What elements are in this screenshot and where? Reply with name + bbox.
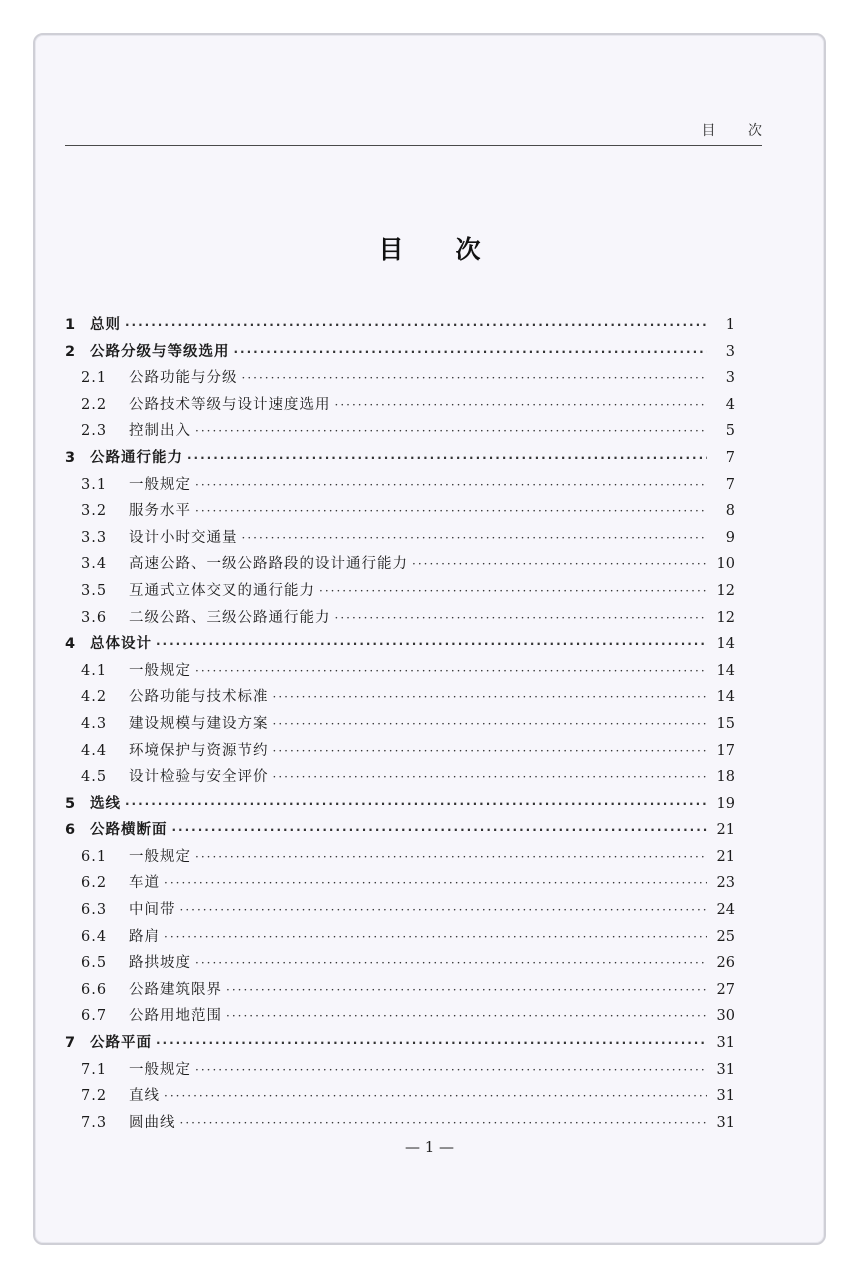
toc-section-entry[interactable]: [65, 472, 735, 499]
toc-dot-leader: [156, 631, 707, 658]
toc-section-entry[interactable]: [65, 1083, 735, 1110]
toc-dot-leader: [226, 1003, 707, 1030]
toc-section-entry[interactable]: [65, 605, 735, 632]
toc-entry-number: 4.1: [81, 662, 108, 679]
toc-entry-title: 建设规模与建设方案: [129, 715, 269, 732]
toc-entry-page: 27: [716, 981, 735, 998]
toc-dot-leader: [195, 658, 707, 685]
toc-section-entry[interactable]: [65, 1110, 735, 1137]
toc-section-entry[interactable]: [65, 525, 735, 552]
toc-dot-leader: [195, 472, 707, 499]
toc-section-entry[interactable]: [65, 738, 735, 765]
toc-entry-number: 6.6: [81, 981, 108, 998]
toc-entry-page: 23: [716, 875, 735, 892]
toc-entry-title: 服务水平: [129, 503, 191, 520]
toc-entry-page: 1: [725, 317, 735, 333]
toc-section-entry[interactable]: [65, 764, 735, 791]
toc-entry-number: 3.3: [81, 529, 108, 546]
toc-entry-title: 直线: [129, 1088, 160, 1105]
toc-entry-title: 选线: [90, 795, 121, 812]
toc-entry-title: 公路功能与技术标准: [129, 689, 269, 706]
toc-entry-number: 3.2: [81, 503, 108, 520]
toc-entry-title: 总则: [90, 317, 121, 333]
toc-dot-leader: [164, 870, 707, 897]
toc-chapter-entry[interactable]: [65, 339, 735, 366]
toc-entry-title: 设计小时交通量: [129, 529, 238, 546]
toc-entry-number: 6.1: [81, 848, 108, 865]
toc-entry-number: 5: [65, 795, 76, 812]
toc-dot-leader: [412, 551, 707, 578]
toc-entry-page: 26: [716, 955, 735, 972]
toc-entry-title: 公路分级与等级选用: [90, 343, 230, 360]
toc-entry-page: 21: [716, 848, 735, 865]
toc-dot-leader: [226, 977, 707, 1004]
toc-entry-page: 7: [725, 449, 735, 466]
toc-dot-leader: [180, 1110, 708, 1137]
header-title: 目 次: [701, 123, 776, 139]
toc-entry-title: 一般规定: [129, 662, 191, 679]
toc-dot-leader: [234, 339, 708, 366]
toc-entry-page: 30: [716, 1008, 735, 1025]
toc-entry-title: 设计检验与安全评价: [129, 769, 269, 786]
toc-dot-leader: [242, 525, 708, 552]
toc-entry-number: 4.4: [81, 742, 108, 759]
toc-section-entry[interactable]: [65, 1057, 735, 1084]
toc-entry-title: 公路功能与分级: [129, 370, 238, 387]
toc-entry-title: 控制出入: [129, 423, 191, 440]
toc-entry-number: 3.6: [81, 609, 108, 626]
toc-entry-number: 4: [65, 636, 76, 653]
toc-chapter-entry[interactable]: [65, 817, 735, 844]
toc-section-entry[interactable]: [65, 924, 735, 951]
toc-entry-number: 2: [65, 343, 76, 360]
toc-section-entry[interactable]: [65, 684, 735, 711]
toc-entry-title: 圆曲线: [129, 1114, 176, 1131]
toc-entry-page: 10: [716, 556, 735, 573]
toc-dot-leader: [195, 498, 707, 525]
toc-entry-number: 2.1: [81, 370, 108, 387]
toc-chapter-entry[interactable]: [65, 631, 735, 658]
toc-entry-page: 19: [716, 795, 735, 812]
toc-entry-number: 1: [65, 317, 76, 333]
toc-dot-leader: [125, 312, 707, 339]
toc-entry-number: 7: [65, 1035, 76, 1052]
toc-entry-title: 中间带: [129, 902, 176, 919]
toc-entry-title: 互通式立体交叉的通行能力: [129, 582, 315, 599]
toc-entry-title: 公路建筑限界: [129, 981, 222, 998]
toc-section-entry[interactable]: [65, 551, 735, 578]
toc-entry-page: 18: [716, 769, 735, 786]
toc-entry-number: 6: [65, 822, 76, 839]
toc-entry-title: 总体设计: [90, 636, 152, 653]
toc-dot-leader: [242, 365, 708, 392]
toc-entry-number: 4.5: [81, 769, 108, 786]
toc-entry-title: 环境保护与资源节约: [129, 742, 269, 759]
toc-chapter-entry[interactable]: [65, 312, 735, 339]
toc-section-entry[interactable]: [65, 950, 735, 977]
toc-dot-leader: [172, 817, 708, 844]
toc-section-entry[interactable]: [65, 1003, 735, 1030]
page-number: — 1 —: [404, 1138, 455, 1156]
toc-entry-title: 路肩: [129, 928, 160, 945]
toc-entry-title: 高速公路、一级公路路段的设计通行能力: [129, 556, 408, 573]
toc-entry-number: 7.1: [81, 1061, 108, 1078]
toc-dot-leader: [195, 1057, 707, 1084]
toc-entry-number: 4.3: [81, 715, 108, 732]
running-header: [65, 117, 776, 146]
toc-section-entry[interactable]: [65, 844, 735, 871]
toc-entry-page: 31: [716, 1114, 735, 1131]
toc-dot-leader: [319, 578, 707, 605]
toc-section-entry[interactable]: [65, 365, 735, 392]
toc-entry-number: 7.3: [81, 1114, 108, 1131]
toc-entry-title: 一般规定: [129, 1061, 191, 1078]
toc-section-entry[interactable]: [65, 578, 735, 605]
toc-section-entry[interactable]: [65, 977, 735, 1004]
toc-entry-page: 5: [725, 423, 735, 440]
toc-entry-title: 公路用地范围: [129, 1008, 222, 1025]
toc-entry-title: 公路通行能力: [90, 449, 183, 466]
toc-entry-title: 公路平面: [90, 1035, 152, 1052]
toc-dot-leader: [335, 605, 708, 632]
toc-entry-number: 6.2: [81, 875, 108, 892]
toc-dot-leader: [273, 684, 708, 711]
toc-entry-number: 6.7: [81, 1008, 108, 1025]
toc-entry-title: 公路技术等级与设计速度选用: [129, 396, 331, 413]
toc-entry-title: 二级公路、三级公路通行能力: [129, 609, 331, 626]
toc-dot-leader: [273, 711, 708, 738]
toc-chapter-entry[interactable]: [65, 791, 735, 818]
toc-entry-page: 24: [716, 902, 735, 919]
toc-entry-page: 4: [725, 396, 735, 413]
toc-dot-leader: [195, 950, 707, 977]
toc-dot-leader: [164, 924, 707, 951]
toc-entry-page: 31: [716, 1088, 735, 1105]
toc-dot-leader: [335, 392, 708, 419]
toc-entry-number: 6.3: [81, 902, 108, 919]
toc-entry-title: 路拱坡度: [129, 955, 191, 972]
toc-dot-leader: [195, 844, 707, 871]
toc-chapter-entry[interactable]: [65, 445, 735, 472]
toc-entry-page: 17: [716, 742, 735, 759]
toc-section-entry[interactable]: [65, 658, 735, 685]
toc-entry-page: 8: [725, 503, 735, 520]
toc-entry-page: 31: [716, 1035, 735, 1052]
toc-entry-title: 一般规定: [129, 848, 191, 865]
toc-entry-number: 2.3: [81, 423, 108, 440]
toc-entry-page: 21: [716, 822, 735, 839]
toc-entry-page: 31: [716, 1061, 735, 1078]
page-title: 目次: [378, 235, 533, 264]
toc-dot-leader: [156, 1030, 707, 1057]
toc-entry-number: 6.5: [81, 955, 108, 972]
toc-section-entry[interactable]: [65, 498, 735, 525]
toc-entry-number: 4.2: [81, 689, 108, 706]
toc-entry-page: 3: [725, 370, 735, 387]
toc-entry-page: 3: [725, 343, 735, 360]
toc-dot-leader: [273, 738, 708, 765]
toc-dot-leader: [180, 897, 708, 924]
toc-dot-leader: [164, 1083, 707, 1110]
toc-entry-page: 15: [716, 715, 735, 732]
toc-entry-number: 3.5: [81, 582, 108, 599]
toc-chapter-entry[interactable]: [65, 1030, 735, 1057]
toc-entry-title: 车道: [129, 875, 160, 892]
table-of-contents: [65, 312, 735, 1136]
toc-dot-leader: [195, 418, 707, 445]
toc-entry-page: 7: [725, 476, 735, 493]
toc-entry-page: 12: [716, 609, 735, 626]
toc-entry-number: 7.2: [81, 1088, 108, 1105]
toc-section-entry[interactable]: [65, 392, 735, 419]
toc-entry-page: 14: [716, 689, 735, 706]
toc-entry-number: 3: [65, 449, 76, 466]
toc-entry-number: 2.2: [81, 396, 108, 413]
toc-entry-page: 25: [716, 928, 735, 945]
toc-dot-leader: [273, 764, 708, 791]
toc-section-entry[interactable]: [65, 870, 735, 897]
toc-entry-title: 公路横断面: [90, 822, 168, 839]
toc-entry-title: 一般规定: [129, 476, 191, 493]
toc-entry-number: 3.4: [81, 556, 108, 573]
toc-dot-leader: [125, 791, 707, 818]
toc-entry-page: 12: [716, 582, 735, 599]
toc-section-entry[interactable]: [65, 711, 735, 738]
toc-entry-page: 14: [716, 662, 735, 679]
toc-section-entry[interactable]: [65, 418, 735, 445]
toc-entry-page: 14: [716, 636, 735, 653]
toc-entry-page: 9: [725, 529, 735, 546]
toc-entry-number: 3.1: [81, 476, 108, 493]
toc-section-entry[interactable]: [65, 897, 735, 924]
document-page: [33, 33, 826, 1245]
toc-entry-number: 6.4: [81, 928, 108, 945]
toc-dot-leader: [187, 445, 707, 472]
